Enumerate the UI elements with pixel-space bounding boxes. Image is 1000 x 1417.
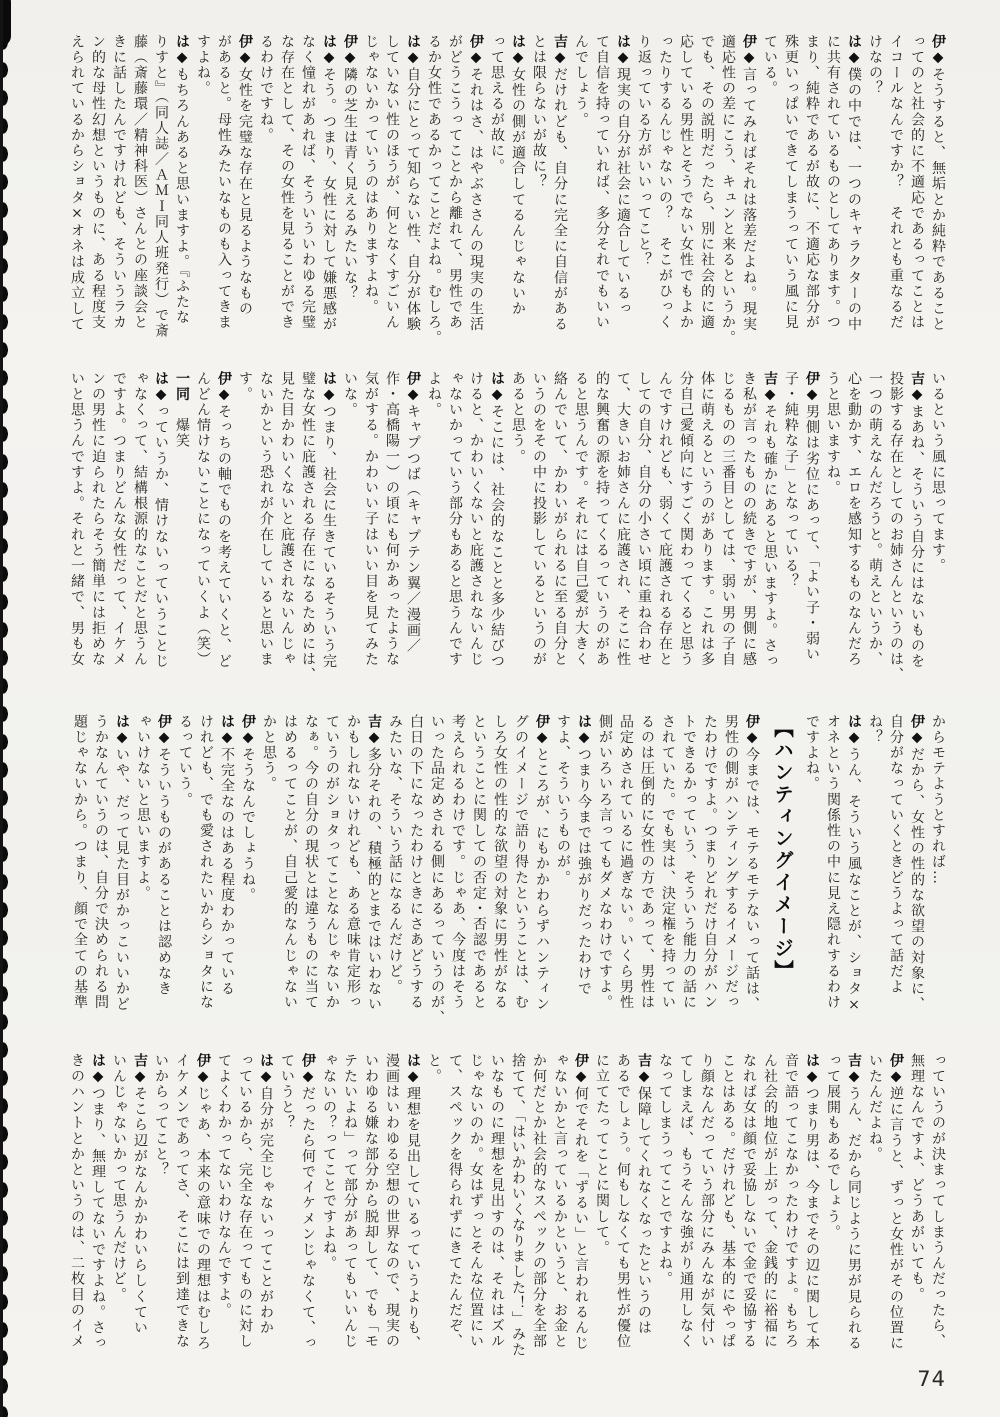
text-column: 無理なんですよ、どうあがいても。	[909, 1053, 925, 1303]
text-column: オネという関係性の中に見え隠れするわけ	[825, 714, 841, 1011]
text-column: 題じゃないから。つまり、顔で全ての基準	[72, 714, 88, 1011]
text-column: んでしょう。	[573, 34, 589, 128]
text-column: 体に萌えるというのがあります。これは多	[699, 371, 715, 668]
speaker-marker: 伊◆	[342, 34, 358, 68]
text-column: 分自己愛傾向にすごく関わってくると思う	[678, 371, 694, 668]
text-column: 男性の側がハンティングするイメージだっ	[723, 714, 739, 1011]
text-column: は◆女性の側が適合してるんじゃないか	[510, 34, 526, 317]
text-column: 心を動かす、エロを感知するものなんだろ	[846, 371, 862, 668]
text-column: なれば女は顔で妥協しないで金で妥協する	[741, 1053, 757, 1350]
text-column: テたいよね」って部分があってもいいんじ	[342, 1053, 358, 1350]
text-column: 気がする。かわいい子はいい目を見てみた	[363, 371, 379, 668]
text-column: な存在として、その女性を見ることができ	[279, 34, 295, 331]
text-column: ン的な母性幻想というものに、ある程度支	[90, 34, 106, 331]
text-column: 吉◆そこら辺がなんかかわいらしくてい	[132, 1053, 148, 1336]
speaker-marker: 伊◆	[237, 34, 253, 68]
text-column: っていうのが決まってしまうんだったら、	[930, 1053, 946, 1350]
text-column: きのハントとかというのは、二枚目のイメ	[69, 1053, 85, 1350]
speaker-marker: 伊◆	[300, 1053, 316, 1087]
text-column: ゃないかと言っているかというと、お金と	[552, 1053, 568, 1350]
text-column: 音で語ってこなかったわけですよ。もちろ	[783, 1053, 799, 1350]
speaker-marker: 伊◆	[741, 34, 757, 68]
text-column: は◆もちろんあると思いますよ。『ふたな	[174, 34, 190, 326]
text-column: は◆自分が完全じゃないってことがわか	[258, 1053, 274, 1336]
text-column: からモテようとすれば…	[930, 714, 946, 886]
text-column: 捨てて、「はいかわいくなりました！」みた	[510, 1053, 526, 1358]
text-column: 伊◆だから、女性の性的な欲望の対象に、	[909, 714, 925, 1013]
speaker-marker: 伊◆	[405, 371, 421, 405]
text-column: ている。	[762, 34, 778, 97]
text-column: 漫画はいわゆる空想の世界なので、現実の	[384, 1053, 400, 1350]
text-column: っているから、完全な存在ってものに対し	[237, 1053, 253, 1350]
text-column: に立てたってことに関して。	[594, 1053, 610, 1256]
text-column: すよね。	[195, 34, 211, 97]
text-column: って思えるが故に。	[489, 34, 505, 175]
text-column: ると思うんです。それには自己愛が大きく	[573, 371, 589, 668]
text-column: るわけですね。	[258, 34, 274, 144]
speaker-marker: 吉◆	[909, 371, 925, 405]
torn-page-edge	[0, 0, 17, 1417]
speaker-marker: 伊◆	[573, 1053, 589, 1087]
text-column: 伊◆逆に言うと、ずっと女性がその位置に	[888, 1053, 904, 1352]
text-column: いたんだよね。	[867, 1053, 883, 1163]
text-column: は◆現実の自分が社会に適合しているっ	[615, 34, 631, 317]
text-column: されていた。でも実は、決定権を持ってい	[660, 714, 676, 1011]
text-column: んどん情けないことになっていくよ（笑）	[195, 371, 211, 668]
text-column: す。	[237, 371, 253, 403]
speaker-marker: は◆	[405, 34, 421, 68]
speaker-marker: 伊◆	[909, 714, 925, 748]
text-column: は◆僕の中では、一つのキャラクターの中	[846, 34, 862, 333]
text-column: 投影する存在としてのお姉さんというのは、	[888, 371, 904, 683]
text-column: いと思うんですよ。それと一緒で、男も女	[69, 371, 85, 668]
speaker-marker: 伊◆	[534, 714, 550, 748]
text-column: うかなんていうのは、自分で決められる問	[93, 714, 109, 1011]
text-column: 伊◆そうなんでしょうね。	[240, 714, 256, 904]
text-column: か何だとか社会的なスペックの部分を全部	[531, 1053, 547, 1350]
text-column: 吉◆だけれども、自分に完全に自信がある	[552, 34, 568, 333]
text-column: でも、その説明だったら、別に社会的に適	[699, 34, 715, 331]
text-column: は◆理想を見出しているっていうよりも、	[405, 1053, 421, 1352]
text-column: 殊更いっぱいできてしまうっていう風に見	[783, 34, 799, 331]
text-column: は◆つまり、無理してないですよね。さっ	[90, 1053, 106, 1352]
text-column: ですよね。	[804, 714, 820, 792]
speaker-marker: 吉◆	[366, 714, 382, 748]
speaker-marker: は◆	[258, 1053, 274, 1087]
speaker-marker: 伊◆	[240, 714, 256, 748]
text-column: 白日の下になったわけときにさあどうする	[408, 714, 424, 1011]
text-column: は◆不完全なのはある程度わかっている	[219, 714, 235, 997]
text-column: は◆つまり、社会に生きているそういう完	[321, 371, 337, 670]
speaker-marker: は◆	[153, 371, 169, 405]
text-column: 考えられるわけです。じゃあ、今度はそう	[450, 714, 466, 1011]
text-column: よね。	[426, 371, 442, 418]
text-column: ん社会的地位が上がって、金銭的に裕福に	[762, 1053, 778, 1350]
text-column: イケメンであってさ、そこには到達できな	[174, 1053, 190, 1350]
text-column: なく憧れがあれば、そういういわゆる完璧	[300, 34, 316, 331]
text-column: 伊◆そういうものがあることは認めなき	[156, 714, 172, 997]
text-column: いるという風に思ってます。	[930, 371, 946, 574]
text-column: 伊◆今までは、モテるモテないって話は、	[744, 714, 760, 1013]
text-column: 作・高橋陽一）の頃にも何かあったような	[384, 371, 400, 668]
text-column: に共有されているものとしてあります。つ	[825, 34, 841, 331]
text-column: 伊◆女性を完璧な存在と見るようなもの	[237, 34, 253, 317]
text-column: は◆っていうか、情けないっていうことじ	[153, 371, 169, 670]
text-column: は◆そこには、社会的なことと多少結びつ	[489, 371, 505, 670]
text-column: うと思いますね。	[825, 371, 841, 496]
text-column: 伊◆何でそれを「ずるい」と言われるんじ	[573, 1053, 589, 1352]
text-column: 伊◆だったら何でイケメンじゃなくて、っ	[300, 1053, 316, 1352]
text-column: 絡んでいて、かわいがられるに至る自分と	[552, 371, 568, 668]
text-column: トできるかっていう、そういう能力の話に	[681, 714, 697, 1011]
page-number: 74	[917, 1367, 946, 1391]
text-column: 吉◆保障してくれなくなったというのは	[636, 1053, 652, 1336]
text-column: グのイメージで語り得たということは、む	[513, 714, 529, 1011]
text-column: まり、純粋であるが故に、不適応な部分が	[804, 34, 820, 331]
text-column: いうのをその中に投影しているというのが	[531, 371, 547, 668]
speaker-marker: 伊◆	[195, 1053, 211, 1087]
speaker-marker: 吉◆	[636, 1053, 652, 1087]
speaker-marker: 伊◆	[930, 34, 946, 68]
text-column: ないかという恐れが介在していると思いま	[258, 371, 274, 668]
text-column: とは限らないが故に？	[531, 34, 547, 190]
speaker-marker: は◆	[615, 34, 631, 68]
text-column: があると。母性みたいなものも入ってきま	[216, 34, 232, 331]
text-column: 一同 爆笑	[174, 371, 190, 450]
interview-text-band-1	[62, 34, 945, 356]
text-column: かと思う。	[261, 714, 277, 792]
text-column: ンの男性に迫られたらそう簡単には拒めな	[90, 371, 106, 668]
text-column: は◆つまり今までは強がりだったわけで	[576, 714, 592, 997]
text-column: は◆そう。つまり、女性に対して嫌悪感が	[321, 34, 337, 333]
text-column: 応している男性とそうでない女性でもよか	[678, 34, 694, 331]
text-column: 的な興奮の源を持ってくるっていうのがあ	[594, 371, 610, 668]
speaker-marker: 伊◆	[804, 371, 820, 405]
speaker-marker: 伊◆	[888, 1053, 904, 1087]
speaker-marker: は◆	[174, 34, 190, 68]
text-column: は◆自分にとって知らない性、自分が体験	[405, 34, 421, 333]
interview-text-band-3	[62, 714, 945, 1041]
text-column: いわゆる嫌な部分から脱却して、でも「モ	[363, 1053, 379, 1350]
speaker-marker: 吉◆	[762, 371, 778, 405]
text-column: いんじゃないかって思うんだけど。	[111, 1053, 127, 1303]
speaker-marker: は◆	[321, 371, 337, 405]
text-column: り顔なんだっていう部分にみんなが気付い	[699, 1053, 715, 1350]
speaker-marker: 伊◆	[216, 371, 232, 405]
text-column: いからってこと？	[153, 1053, 169, 1178]
speaker-marker: 吉◆	[552, 34, 568, 68]
text-column: りすと』（同人誌／ＡＭＩ同人班発行）で斎	[153, 34, 169, 339]
text-column: ゃないかっていう部分もあると思うんです	[447, 371, 463, 668]
text-column: 伊◆ところが、にもかかわらずハンティン	[534, 714, 550, 1013]
text-column: ゃないの？ってことですよね。	[321, 1053, 337, 1272]
text-column: 璧な女性に庇護される存在になるためには、	[300, 371, 316, 683]
text-column: 見た目かわいくないと庇護されないんじゃ	[279, 371, 295, 668]
text-column: は◆つまり男は、今までその辺に関して本	[804, 1053, 820, 1352]
interview-text-band-4	[62, 1053, 945, 1380]
text-column: けれども、でも愛されたいからショタにな	[198, 714, 214, 1011]
text-column: じゃないかっていうのはありますよね。	[363, 34, 379, 315]
text-column: けなの？	[867, 34, 883, 97]
text-column: 伊◆そっちの軸でものを考えていくと、ど	[216, 371, 232, 670]
text-column: 側がいろいろ言ってもダメなわけですよ。	[597, 714, 613, 1011]
text-column: いなものに理想を見出すのは、それはズル	[489, 1053, 505, 1350]
text-column: 子・純粋な子」となっている？	[783, 371, 799, 590]
text-column: んですけれども、弱くて庇護される存在と	[657, 371, 673, 668]
text-column: ことはある。だけれども、基本的にやっぱ	[720, 1053, 736, 1350]
text-column: ゃいけないと思いますよ。	[135, 714, 151, 902]
text-column: て、大きいお姉さんに庇護され、そこに性	[615, 371, 631, 668]
text-column: て自信を持っていれば、多分それでもいい	[594, 34, 610, 331]
text-column: 自分がなっていくときどうよって話だよ	[888, 714, 904, 995]
text-column: 伊◆男側は劣位にあって、「よい子・弱い	[804, 371, 820, 663]
text-column: 吉◆それも確かにあると思いますよ。さっ	[762, 371, 778, 670]
text-column: えられているからショタ×オネは成立して	[69, 34, 85, 333]
text-column: 伊◆言ってみればそれは落差だよね。現実	[741, 34, 757, 333]
interview-text-band-2	[62, 371, 945, 693]
text-column: 伊◆キャプつば（キャプテン翼／漫画／	[405, 371, 421, 654]
text-column: 吉◆うん、だから同じように男が見られる	[846, 1053, 862, 1352]
text-column: 一つの萌えなんだろうと。萌えというか、	[867, 371, 883, 668]
speaker-marker: 伊◆	[468, 34, 484, 68]
text-column: てしまえば、もうそんな強がり通用しなく	[678, 1053, 694, 1350]
text-column: るか女性であるかってことだよね。むしろ。	[426, 34, 442, 346]
speaker-marker: 吉◆	[132, 1053, 148, 1087]
text-column: はめるってことが、自己愛的なんじゃない	[282, 714, 298, 1011]
text-column: ていうのがショタってことなんじゃないか	[324, 714, 340, 1011]
text-column: 伊◆それはさ、はやぶささんの現実の生活	[468, 34, 484, 333]
text-column: 適応性の差にこう、キュンと来るというか。	[720, 34, 736, 346]
text-column: けると、かわいくないと庇護されないんじ	[468, 371, 484, 668]
text-column: てよくわかってないわけなんですよ。	[216, 1053, 232, 1319]
text-column: いな。	[342, 371, 358, 418]
text-column: きに話したんですけれども、そういうラカ	[111, 34, 127, 331]
text-column: みたいな、そういう話になるんだけど。	[387, 714, 403, 995]
text-column: ですよ。つまりどんな女性だって、イケメ	[111, 371, 127, 668]
text-column: は◆いや、だって見た目がかっこいいかど	[114, 714, 130, 1013]
text-column: イコールなんですか？ それとも重なるだ	[888, 34, 904, 331]
text-column: なぁ。今の自分の現状とは違うものに当て	[303, 714, 319, 1011]
text-column: かもしれないけれども、ある意味肯定形っ	[345, 714, 361, 1011]
text-column: あると思う。	[510, 371, 526, 465]
speaker-marker: 吉◆	[846, 1053, 862, 1087]
text-column: 伊◆隣の芝生は青く見えるみたいな？	[342, 34, 358, 302]
text-column: 藤（斎藤環／精神科医）さんとの座談会と	[132, 34, 148, 331]
text-column: き私が言ったものの続きですが、男側に感	[741, 371, 757, 668]
speaker-marker: は◆	[219, 714, 235, 748]
text-column: あるでしょう。何もしなくても男性が優位	[615, 1053, 631, 1350]
text-column: は◆うん、そういう風なことが、ショタ×	[846, 714, 862, 1015]
text-column: ったりするんじゃないの？ そこがひっく	[657, 34, 673, 331]
section-heading: 【ハンティングイメージ】	[771, 718, 794, 982]
speaker-marker: は◆	[576, 714, 592, 748]
text-column: ね？	[867, 714, 883, 746]
text-column: と。	[426, 1053, 442, 1085]
text-column: 伊◆そうすると、無垢とか純粋であること	[930, 34, 946, 333]
speaker-marker: は◆	[510, 34, 526, 68]
speaker-marker: は◆	[90, 1053, 106, 1087]
speaker-marker: 一同	[174, 371, 190, 403]
text-column: しろ女性の性的な欲望の対象に男性がなる	[492, 714, 508, 1011]
text-column: しての自分、自分の小さい頃に重ね合わせ	[636, 371, 652, 668]
text-column: ということに関しての否定・否認であると	[471, 714, 487, 1011]
text-column: 吉◆まあね、そういう自分にはないものを	[909, 371, 925, 670]
speaker-marker: は◆	[114, 714, 130, 748]
text-column: していない性のほうが、何となくすごいん	[384, 34, 400, 331]
text-column: 伊◆じゃあ、本来の意味での理想はむしろ	[195, 1053, 211, 1352]
speaker-marker: 伊◆	[156, 714, 172, 748]
speaker-marker: は◆	[489, 371, 505, 405]
text-column: 品定めされているに過ぎない。いくら男性	[618, 714, 634, 1011]
text-column: すよ、そういうものが。	[555, 714, 571, 886]
text-column: て、スペックを得られずにきてたんだぞ、	[447, 1053, 463, 1350]
text-column: 吉◆多分それの、積極的とまではいわない	[366, 714, 382, 1013]
speaker-marker: は◆	[846, 714, 862, 748]
text-column: なってしまうってことですよね。	[657, 1053, 673, 1287]
speaker-marker: は◆	[846, 34, 862, 68]
text-column: って展開もあるでしょう。	[825, 1053, 841, 1241]
text-column: いった品定めされる側にあるっていうのが、	[429, 714, 445, 1026]
text-column: るのは圧倒的に女性の方であって、男性は	[639, 714, 655, 1011]
text-column: るっていう。	[177, 714, 193, 808]
text-column: ってのと社会的に不適応であるってことは	[909, 34, 925, 331]
text-column: じゃないのか。女はずっとそんな位置にい	[468, 1053, 484, 1350]
text-column: ゃなくって、結構根源的なことだと思うん	[132, 371, 148, 668]
speaker-marker: 伊◆	[744, 714, 760, 748]
text-column: ていうと？	[279, 1053, 295, 1131]
text-column: がどうこうってことから離れて、男性であ	[447, 34, 463, 331]
text-column: じるものの三番目としては、弱い男の子自	[720, 371, 736, 668]
speaker-marker: は◆	[321, 34, 337, 68]
text-column: たわけですよ。つまりどれだけ自分がハン	[702, 714, 718, 1011]
speaker-marker: は◆	[804, 1053, 820, 1087]
text-column: り返っている方がいいってこと？	[636, 34, 652, 268]
speaker-marker: は◆	[405, 1053, 421, 1087]
